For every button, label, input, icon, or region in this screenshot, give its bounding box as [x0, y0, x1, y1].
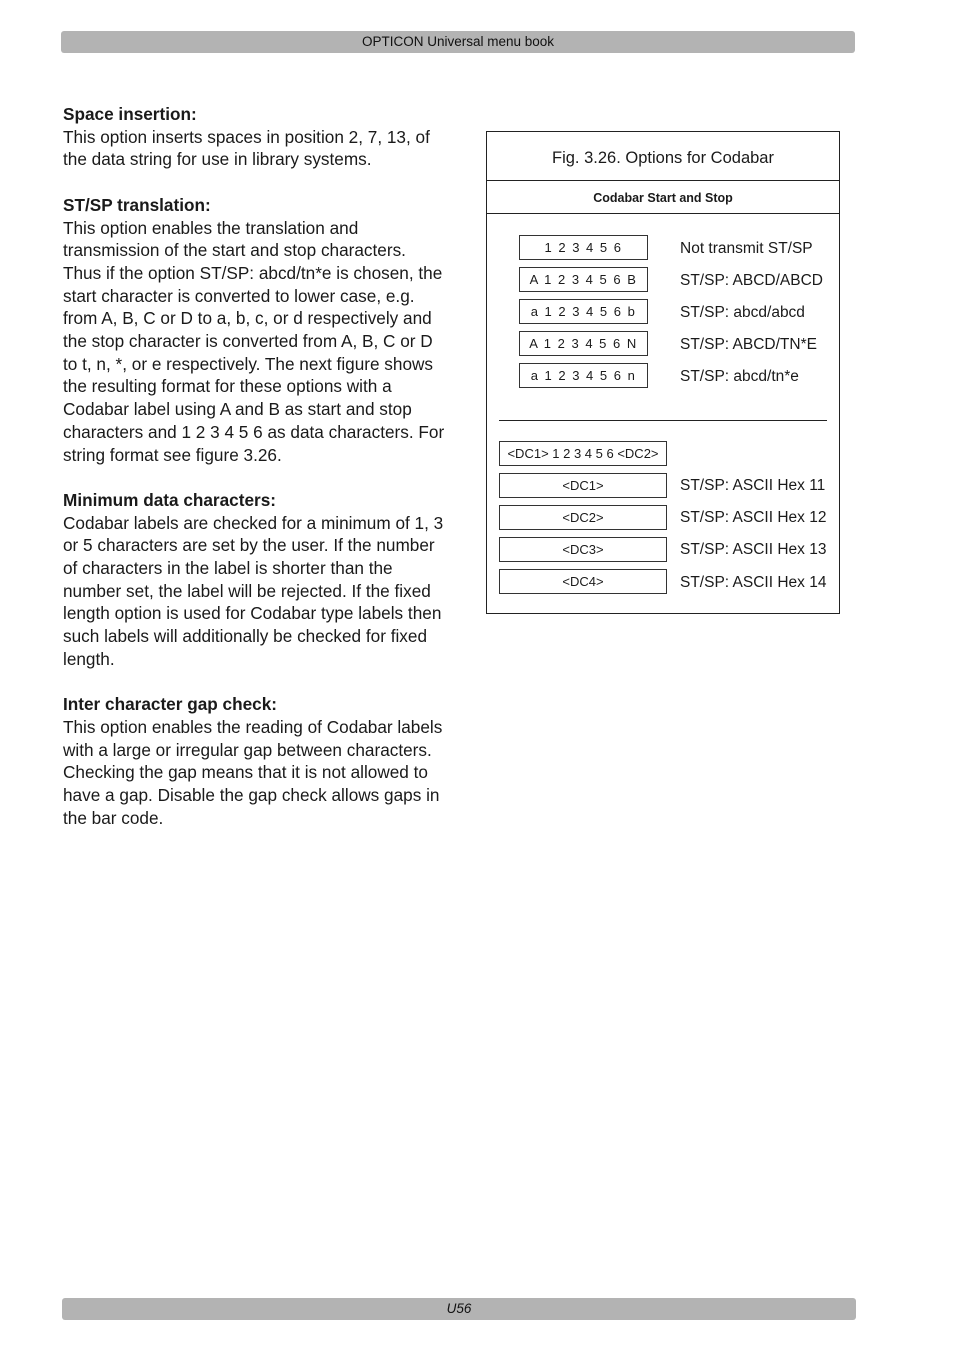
- header-title: OPTICON Universal menu book: [361, 34, 555, 49]
- section-space-insertion: [63, 103, 448, 171]
- code-example-box: A 1 2 3 4 5 6 N: [519, 331, 648, 356]
- option-label: ST/SP: ASCII Hex 13: [680, 541, 827, 558]
- section-heading: Space insertion:: [63, 104, 197, 124]
- code-example-box: <DC4>: [499, 569, 667, 594]
- section-heading: ST/SP translation:: [63, 194, 211, 215]
- section-body: This option enables the translation and transmission of the start and stop characters. Thus if the option ST/SP: abcd/tn*e is chosen, the start character is converted to lower case, e.g. from A, B, C or D to a, b, c, or d respectively and the stop character is converted from A, B, C or D to t, n, *, or e respectively. The next figure shows the resulting format for these options with a Codabar label using A and B as start and stop characters and 1 2 3 4 5 6 as data characters. For string format see figure 3.26.: [63, 217, 445, 465]
- figure-subtitle: Codabar Start and Stop: [487, 181, 839, 214]
- code-example-box: 1 2 3 4 5 6: [519, 235, 648, 260]
- option-label: ST/SP: abcd/tn*e: [680, 368, 799, 385]
- option-label: ST/SP: ASCII Hex 14: [680, 574, 827, 591]
- section-inter-character-gap-check: [63, 693, 448, 829]
- page-number: U56: [446, 1301, 472, 1316]
- codabar-options-figure: [486, 131, 840, 614]
- section-st-sp-translation: [63, 194, 448, 466]
- section-heading: Minimum data characters:: [63, 489, 276, 510]
- option-label: ST/SP: ASCII Hex 12: [680, 509, 827, 526]
- code-example-box: a 1 2 3 4 5 6 n: [519, 363, 648, 388]
- body-text-column: [63, 103, 448, 852]
- option-label: ST/SP: ASCII Hex 11: [680, 477, 826, 494]
- option-label: Not transmit ST/SP: [680, 240, 813, 257]
- section-body: This option enables the reading of Codabar labels with a large or irregular gap between characters. Checking the gap means that it is not allowed to have a gap. Disable the gap check allows gaps in the bar code.: [63, 716, 443, 828]
- option-label: ST/SP: abcd/abcd: [680, 304, 805, 321]
- code-example-box: <DC2>: [499, 505, 667, 530]
- code-example-box: A 1 2 3 4 5 6 B: [519, 267, 648, 292]
- section-body: Codabar labels are checked for a minimum of 1, 3 or 5 characters are set by the user. If the number of characters in the label is shorter than the number set, the label will be rejected. If the fixed length option is used for Codabar type labels then such labels will additionally be checked for fixed length.: [63, 512, 444, 669]
- dc-example-box: <DC1> 1 2 3 4 5 6 <DC2>: [499, 441, 667, 466]
- page-footer: [62, 1298, 856, 1320]
- figure-caption: Fig. 3.26. Options for Codabar: [487, 132, 839, 181]
- option-label: ST/SP: ABCD/ABCD: [680, 272, 823, 289]
- figure-divider: [499, 420, 827, 421]
- code-example-box: <DC3>: [499, 537, 667, 562]
- code-example-box: a 1 2 3 4 5 6 b: [519, 299, 648, 324]
- code-example-box: <DC1>: [499, 473, 667, 498]
- section-minimum-data-characters: [63, 489, 448, 671]
- option-label: ST/SP: ABCD/TN*E: [680, 336, 817, 353]
- section-body: This option inserts spaces in position 2, 7, 13, of the data string for use in library systems.: [63, 126, 430, 170]
- page-header: [61, 31, 855, 53]
- section-heading: Inter character gap check:: [63, 694, 277, 715]
